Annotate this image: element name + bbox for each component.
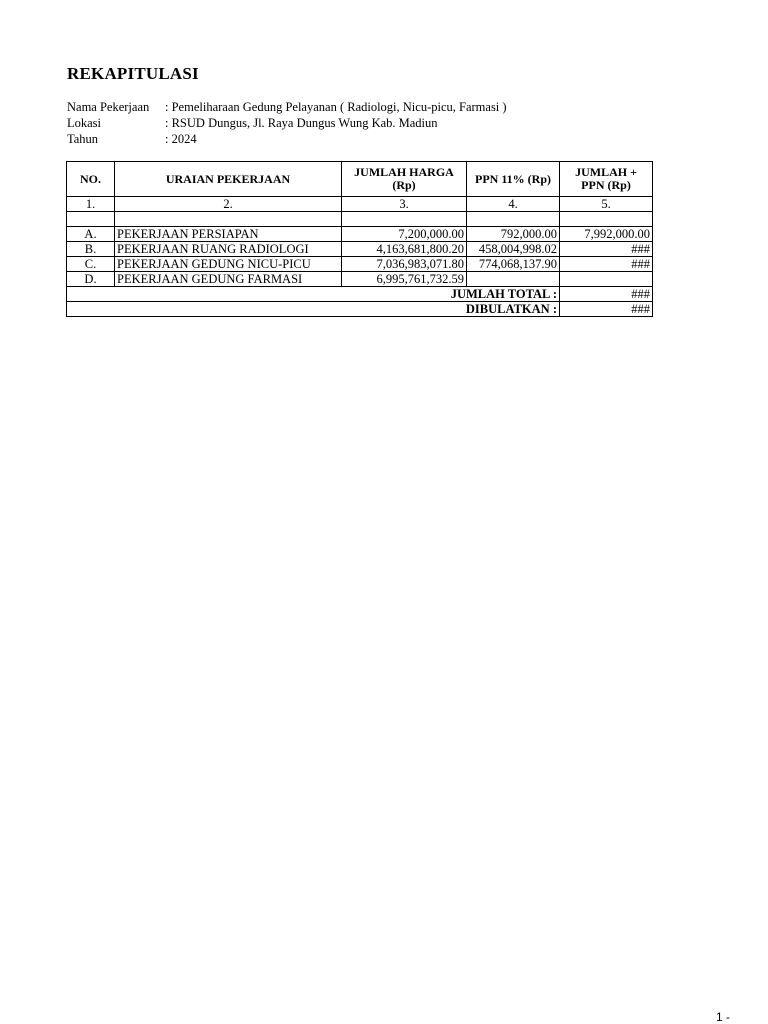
row-jumlah: 7,200,000.00 [342,227,467,242]
info-row-lokasi [67,115,507,131]
table-row [67,242,653,257]
column-number: 4. [467,197,560,212]
info-row-tahun [67,131,507,147]
info-value: : 2024 [165,132,197,146]
header-ppn: PPN 11% (Rp) [467,162,560,197]
table-row [67,257,653,272]
row-total: ### [560,242,653,257]
info-value: : Pemeliharaan Gedung Pelayanan ( Radiologi, Nicu-picu, Farmasi ) [165,100,507,114]
header-uraian: URAIAN PEKERJAAN [115,162,342,197]
dibulatkan-label: DIBULATKAN : [67,302,560,317]
column-number: 5. [560,197,653,212]
jumlah-total-value: ### [560,287,653,302]
info-label: Tahun [67,132,99,146]
column-number-row [67,197,653,212]
project-info [67,99,507,147]
blank-cell [67,212,115,227]
row-ppn: 458,004,998.02 [467,242,560,257]
table-row [67,272,653,287]
row-total [560,272,653,287]
row-uraian: PEKERJAAN GEDUNG FARMASI [115,272,342,287]
row-no: D. [67,272,115,287]
row-ppn: 774,068,137.90 [467,257,560,272]
row-uraian: PEKERJAAN RUANG RADIOLOGI [115,242,342,257]
blank-row [67,212,653,227]
info-label: Nama Pekerjaan [67,100,150,114]
info-row-nama-pekerjaan [67,99,507,115]
row-jumlah: 7,036,983,071.80 [342,257,467,272]
jumlah-total-label: JUMLAH TOTAL : [67,287,560,302]
row-no: C. [67,257,115,272]
header-jumlah-ppn: JUMLAH + PPN (Rp) [560,162,653,197]
document-title: REKAPITULASI [67,64,199,83]
jumlah-total-row [67,287,653,302]
table-header-row [67,162,653,197]
header-no: NO. [67,162,115,197]
dibulatkan-row [67,302,653,317]
row-total: 7,992,000.00 [560,227,653,242]
blank-cell [467,212,560,227]
blank-cell [342,212,467,227]
row-uraian: PEKERJAAN PERSIAPAN [115,227,342,242]
header-jumlah-harga: JUMLAH HARGA (Rp) [342,162,467,197]
row-ppn: 792,000.00 [467,227,560,242]
column-number: 2. [115,197,342,212]
row-jumlah: 4,163,681,800.20 [342,242,467,257]
row-uraian: PEKERJAAN GEDUNG NICU-PICU [115,257,342,272]
table-row [67,227,653,242]
info-label: Lokasi [67,116,102,130]
row-ppn [467,272,560,287]
blank-cell [560,212,653,227]
row-no: B. [67,242,115,257]
rekap-table [66,161,653,317]
row-jumlah: 6,995,761,732.59 [342,272,467,287]
column-number: 3. [342,197,467,212]
row-no: A. [67,227,115,242]
blank-cell [115,212,342,227]
info-value: : RSUD Dungus, Jl. Raya Dungus Wung Kab. Madiun [165,116,438,130]
dibulatkan-value: ### [560,302,653,317]
column-number: 1. [67,197,115,212]
row-total: ### [560,257,653,272]
page-number: 1 - [716,1010,731,1024]
